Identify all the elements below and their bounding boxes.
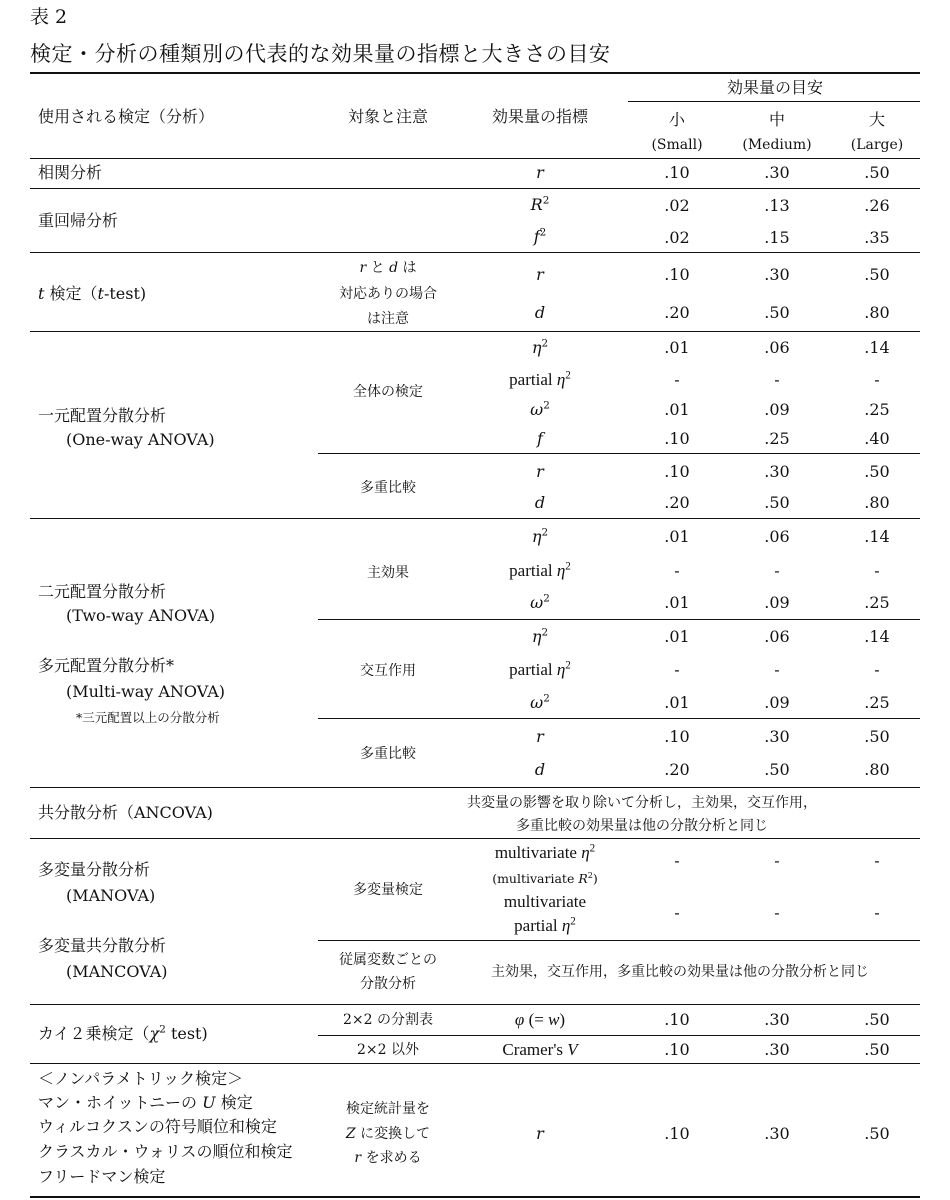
value-large: .25: [864, 593, 890, 612]
header-small: 小: [668, 110, 686, 129]
index-exp: 2: [539, 226, 547, 239]
value-small: .10: [664, 429, 690, 448]
index-symbol: η: [556, 561, 566, 580]
rule-twoway-sub2: [318, 718, 920, 719]
index: d: [534, 760, 546, 779]
value-medium: .15: [764, 228, 790, 247]
index: [514, 916, 576, 936]
index: [534, 227, 547, 247]
np-wilcoxon: ウィルコクスンの符号順位和検定: [38, 1117, 277, 1136]
index-exp: 2: [587, 869, 593, 880]
np-kruskal-wallis: クラスカル・ウォリスの順位和検定: [38, 1142, 293, 1161]
per-dv-note: 主効果，交互作用，多重比較の効果量は他の分散分析と同じ: [491, 964, 869, 980]
index-exp: 2: [565, 560, 571, 573]
value-small: .10: [664, 1124, 690, 1143]
index: [530, 693, 550, 713]
value-small: .10: [664, 727, 690, 746]
index: [532, 338, 548, 358]
value-medium: .30: [764, 1010, 790, 1029]
index-symbol: R: [530, 195, 543, 214]
t-symbol: t: [38, 284, 45, 303]
index-exp: 2: [543, 399, 550, 412]
value-small: .02: [664, 228, 690, 247]
value-medium: .30: [764, 727, 790, 746]
value-small: .10: [664, 1010, 690, 1029]
value-large: -: [874, 370, 880, 389]
rule-manova-sub: [318, 940, 920, 941]
value-medium: .30: [764, 163, 790, 182]
index-label: ): [592, 871, 598, 886]
target-multcomp: 多重比較: [360, 480, 416, 496]
index-partial: partial: [509, 660, 557, 679]
value-small: .10: [664, 265, 690, 284]
value-medium: .25: [764, 429, 790, 448]
index-exp: 2: [589, 842, 596, 855]
table-label: 表 2: [30, 6, 68, 28]
target-per-dv-2: 分散分析: [360, 976, 416, 992]
phi-symbol: φ: [514, 1010, 525, 1029]
value-medium: .06: [764, 338, 790, 357]
value-large: .40: [864, 429, 890, 448]
value-small: .10: [664, 163, 690, 182]
index: r: [536, 727, 544, 746]
np-note-1: 検定統計量を: [346, 1101, 430, 1117]
index: [530, 400, 550, 420]
value-medium: .30: [764, 1040, 790, 1059]
value-large: .50: [864, 1040, 890, 1059]
index: r: [536, 462, 544, 481]
np-friedman: フリードマン検定: [38, 1167, 166, 1186]
value-small: .20: [664, 493, 690, 512]
index-exp: 2: [541, 526, 549, 539]
chi-symbol: χ: [149, 1024, 160, 1043]
np-note-text: を求める: [361, 1150, 422, 1166]
np-note-text: に変換して: [355, 1126, 431, 1142]
multiway-footnote: *三元配置以上の分散分析: [76, 710, 220, 725]
value-medium: .09: [764, 400, 790, 419]
index-exp: 2: [541, 626, 549, 639]
value-small: .20: [664, 760, 690, 779]
chi-exp: 2: [159, 1023, 166, 1036]
test-name: 二元配置分散分析: [38, 582, 167, 601]
index-symbol: f: [533, 227, 540, 246]
test-name-en: (Two-way ANOVA): [66, 606, 216, 625]
index-symbol: η: [531, 527, 542, 546]
rule-after-twoway: [30, 787, 920, 788]
index-symbol: ω: [530, 693, 544, 712]
rule-after-chi: [30, 1063, 920, 1064]
header-large-en: (Large): [850, 137, 904, 153]
rule-after-ttest: [30, 331, 920, 332]
value-large: .25: [864, 693, 890, 712]
value-large: .80: [864, 303, 890, 322]
index-partial: partial: [509, 370, 557, 389]
target-overall: 全体の検定: [353, 384, 423, 400]
index-exp: 2: [565, 659, 571, 672]
test-name: 多変量分散分析: [38, 860, 151, 879]
note-text: と: [366, 260, 390, 276]
header-medium-en: (Medium): [742, 137, 812, 153]
rule-after-manova: [30, 1004, 920, 1005]
index-symbol: η: [561, 916, 571, 935]
value-medium: .06: [764, 627, 790, 646]
index-exp: 2: [541, 337, 549, 350]
test-name: 重回帰分析: [38, 211, 119, 230]
target-note-1: [359, 258, 416, 278]
test-name: [38, 284, 146, 304]
phi-label-end: ): [559, 1010, 566, 1029]
index-symbol: R: [578, 871, 588, 886]
chi-label: カイ２乗検定（: [38, 1024, 150, 1043]
z-symbol: Z: [345, 1126, 356, 1142]
index: d: [534, 493, 546, 512]
value-small: .01: [664, 338, 690, 357]
value-medium: .30: [764, 265, 790, 284]
value-medium: .09: [764, 693, 790, 712]
test-name-multiway: 多元配置分散分析*: [38, 656, 175, 675]
value-small: -: [674, 370, 680, 389]
index: [509, 660, 571, 680]
index: [502, 1040, 577, 1060]
index: multivariate: [503, 892, 587, 911]
value-small: .01: [664, 527, 690, 546]
index-symbol: η: [531, 627, 542, 646]
top-rule: [30, 72, 920, 74]
value-small: .01: [664, 593, 690, 612]
value-large: .80: [864, 493, 890, 512]
value-large: .25: [864, 400, 890, 419]
value-large: .50: [864, 1010, 890, 1029]
value-small: .01: [664, 693, 690, 712]
value-small: .10: [664, 462, 690, 481]
value-large: .50: [864, 163, 890, 182]
index: d: [534, 303, 546, 322]
target-note-2: 対応ありの場合: [339, 286, 437, 302]
test-name-en: (One-way ANOVA): [66, 430, 215, 449]
ancova-note-2: 多重比較の効果量は他の分散分析と同じ: [516, 818, 768, 834]
np-label: マン・ホイットニーの: [38, 1093, 203, 1112]
target-other: 2×2 以外: [357, 1042, 419, 1058]
value-large: .35: [864, 228, 890, 247]
value-large: .50: [864, 462, 890, 481]
index-exp: 2: [570, 915, 576, 928]
cramer-label: Cramer's: [502, 1040, 568, 1059]
rule-after-multreg: [30, 252, 920, 253]
v-symbol: V: [567, 1040, 578, 1059]
index-exp: 2: [543, 592, 550, 605]
value-large: .50: [864, 1124, 890, 1143]
index-partial: partial: [509, 561, 557, 580]
test-name: 共分散分析（ANCOVA): [38, 803, 213, 822]
index-exp: 2: [543, 692, 550, 705]
value-large: -: [874, 851, 880, 870]
index: [530, 593, 550, 613]
value-medium: .30: [764, 1124, 790, 1143]
rule-after-ancova: [30, 838, 920, 839]
np-heading: ＜ノンパラメトリック検定＞: [38, 1069, 244, 1088]
test-name: 一元配置分散分析: [38, 406, 167, 425]
np-label-end: 検定: [215, 1093, 253, 1112]
value-small: -: [674, 903, 680, 922]
target-interaction: 交互作用: [360, 663, 416, 679]
index: [515, 1010, 565, 1030]
header-test: 使用される検定（分析）: [38, 107, 215, 126]
t-symbol-2: t: [97, 284, 104, 303]
target-per-dv-1: 従属変数ごとの: [339, 952, 437, 968]
header-medium: 中: [768, 110, 786, 129]
index-exp: 2: [542, 194, 550, 207]
target-multcomp: 多重比較: [360, 746, 416, 762]
value-large: -: [874, 903, 880, 922]
value-small: .02: [664, 196, 690, 215]
index: r: [536, 1124, 544, 1143]
rule-twoway-sub1: [318, 619, 920, 620]
index-symbol: η: [531, 338, 542, 357]
value-large: .50: [864, 727, 890, 746]
test-name: 相関分析: [38, 163, 103, 182]
index: [509, 561, 571, 581]
index-symbol: ω: [530, 400, 544, 419]
value-medium: -: [774, 851, 780, 870]
value-large: .14: [864, 627, 890, 646]
index-sub: [492, 869, 598, 889]
header-small-en: (Small): [651, 137, 703, 153]
value-small: .20: [664, 303, 690, 322]
index-symbol: η: [556, 660, 566, 679]
index: [495, 843, 595, 863]
test-name: [38, 1024, 208, 1044]
table-title: 検定・分析の種類別の代表的な効果量の指標と大きさの目安: [30, 42, 611, 66]
target-main-effect: 主効果: [367, 565, 409, 581]
index-partial: partial: [514, 916, 562, 935]
value-medium: .13: [764, 196, 790, 215]
value-large: .14: [864, 527, 890, 546]
value-small: -: [674, 561, 680, 580]
test-name-multiway-en: (Multi-way ANOVA): [66, 682, 226, 701]
index-symbol: η: [556, 370, 566, 389]
index: f: [537, 429, 543, 448]
np-mann-whitney: [38, 1093, 253, 1113]
value-medium: -: [774, 561, 780, 580]
value-large: -: [874, 561, 880, 580]
t-label: 検定（: [44, 284, 98, 303]
r-symbol: r: [354, 1150, 362, 1166]
index: [532, 527, 548, 547]
value-small: .01: [664, 627, 690, 646]
np-note-2: [346, 1124, 430, 1144]
header-rule: [30, 158, 920, 159]
rule-oneway-sub: [318, 453, 920, 454]
value-large: .50: [864, 265, 890, 284]
value-medium: .50: [764, 303, 790, 322]
rule-chi-sub: [318, 1035, 920, 1036]
header-guide: 効果量の目安: [726, 78, 824, 97]
guide-underline: [628, 101, 920, 102]
target-multivariate: 多変量検定: [353, 882, 423, 898]
target-2x2: 2×2 の分割表: [343, 1012, 433, 1028]
rule-after-oneway: [30, 518, 920, 519]
value-medium: .06: [764, 527, 790, 546]
r-symbol: r: [359, 260, 367, 276]
index-label: multivariate: [494, 843, 582, 862]
value-small: -: [674, 851, 680, 870]
value-medium: .50: [764, 493, 790, 512]
value-large: -: [874, 660, 880, 679]
index-label: (multivariate: [492, 871, 579, 886]
index: r: [536, 265, 544, 284]
value-large: .26: [864, 196, 890, 215]
test-name-mancova: 多変量共分散分析: [38, 936, 167, 955]
index: [509, 370, 571, 390]
w-symbol: w: [548, 1010, 560, 1029]
rule-after-corr: [30, 188, 920, 189]
ancova-note-1: 共変量の影響を取り除いて分析し，主効果，交互作用，: [467, 795, 817, 811]
index: [531, 195, 550, 215]
index-exp: 2: [565, 369, 571, 382]
note-text: は: [398, 260, 417, 276]
value-large: .14: [864, 338, 890, 357]
header-target: 対象と注意: [347, 107, 429, 126]
index-symbol: ω: [530, 593, 544, 612]
value-medium: .30: [764, 462, 790, 481]
test-name-en: (MANOVA): [66, 886, 156, 905]
value-medium: -: [774, 660, 780, 679]
header-index: 効果量の指標: [491, 107, 589, 126]
value-medium: .09: [764, 593, 790, 612]
index: [532, 627, 548, 647]
value-small: .10: [664, 1040, 690, 1059]
target-note-3: は注意: [367, 311, 409, 327]
bottom-rule: [30, 1196, 920, 1198]
u-symbol: U: [202, 1093, 216, 1112]
phi-label: (=: [524, 1010, 549, 1029]
value-medium: .50: [764, 760, 790, 779]
header-large: 大: [868, 110, 886, 129]
np-note-3: [354, 1148, 421, 1168]
t-label-end: -test): [103, 284, 147, 303]
value-small: -: [674, 660, 680, 679]
value-medium: -: [774, 370, 780, 389]
test-name-mancova-en: (MANCOVA): [66, 962, 168, 981]
value-medium: -: [774, 903, 780, 922]
index: r: [536, 163, 544, 182]
d-symbol: d: [389, 260, 399, 276]
value-large: .80: [864, 760, 890, 779]
index-symbol: η: [581, 843, 590, 862]
value-small: .01: [664, 400, 690, 419]
chi-label-end: test): [165, 1024, 208, 1043]
